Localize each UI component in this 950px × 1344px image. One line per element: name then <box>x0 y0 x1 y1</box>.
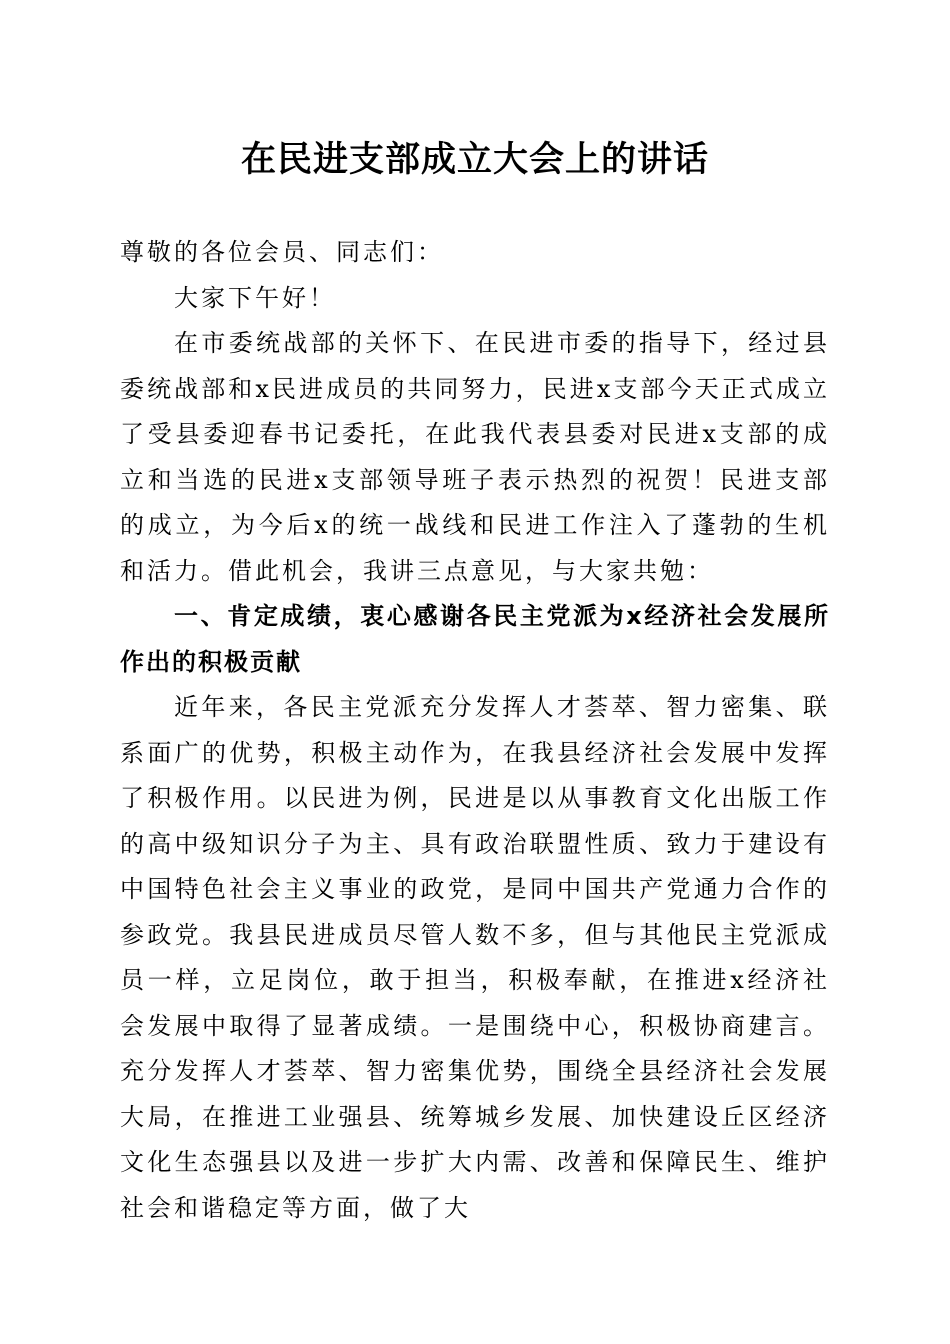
salutation: 尊敬的各位会员、同志们： <box>120 238 444 266</box>
greeting: 大家下午好！ <box>174 283 336 312</box>
section-one-paragraph: 近年来，各民主党派充分发挥人才荟萃、智力密集、联系面广的优势，积极主动作为，在我县经济社会发展中发挥了积极作用。以民进为例，民进是以从事教育文化出版工作的高中级知识分子为主、具有政治联盟性质、致力于建设有中国特色社会主义事业的政党，是同中国共产党通力合作的参政党。我县民进成员尽管人数不多，但与其他民主党派成员一样，立足岗位，敢于担当，积极奉献，在推进x经济社会发展中取得了显著成绩。一是围绕中心，积极协商建言。充分发挥人才荟萃、智力密集优势，围绕全县经济社会发展大局，在推进工业强县、统筹城乡发展、加快建设丘区经济文化生态强县以及进一步扩大内需、改善和保障民生、维护社会和谐稳定等方面，做了大 <box>120 693 830 1222</box>
intro-paragraph: 在市委统战部的关怀下、在民进市委的指导下，经过县委统战部和x民进成员的共同努力，民进x支部今天正式成立了受县委迎春书记委托，在此我代表县委对民进x支部的成立和当选的民进x支部领导班子表示热烈的祝贺！民进支部的成立，为今后x的统一战线和民进工作注入了蓬勃的生机和活力。借此机会，我讲三点意见，与大家共勉： <box>120 329 830 585</box>
section-one-heading: 一、肯定成绩，衷心感谢各民主党派为x经济社会发展所作出的积极贡献 <box>120 602 830 676</box>
document-title: 在民进支部成立大会上的讲话 <box>240 139 709 180</box>
document-body <box>120 230 830 1231</box>
